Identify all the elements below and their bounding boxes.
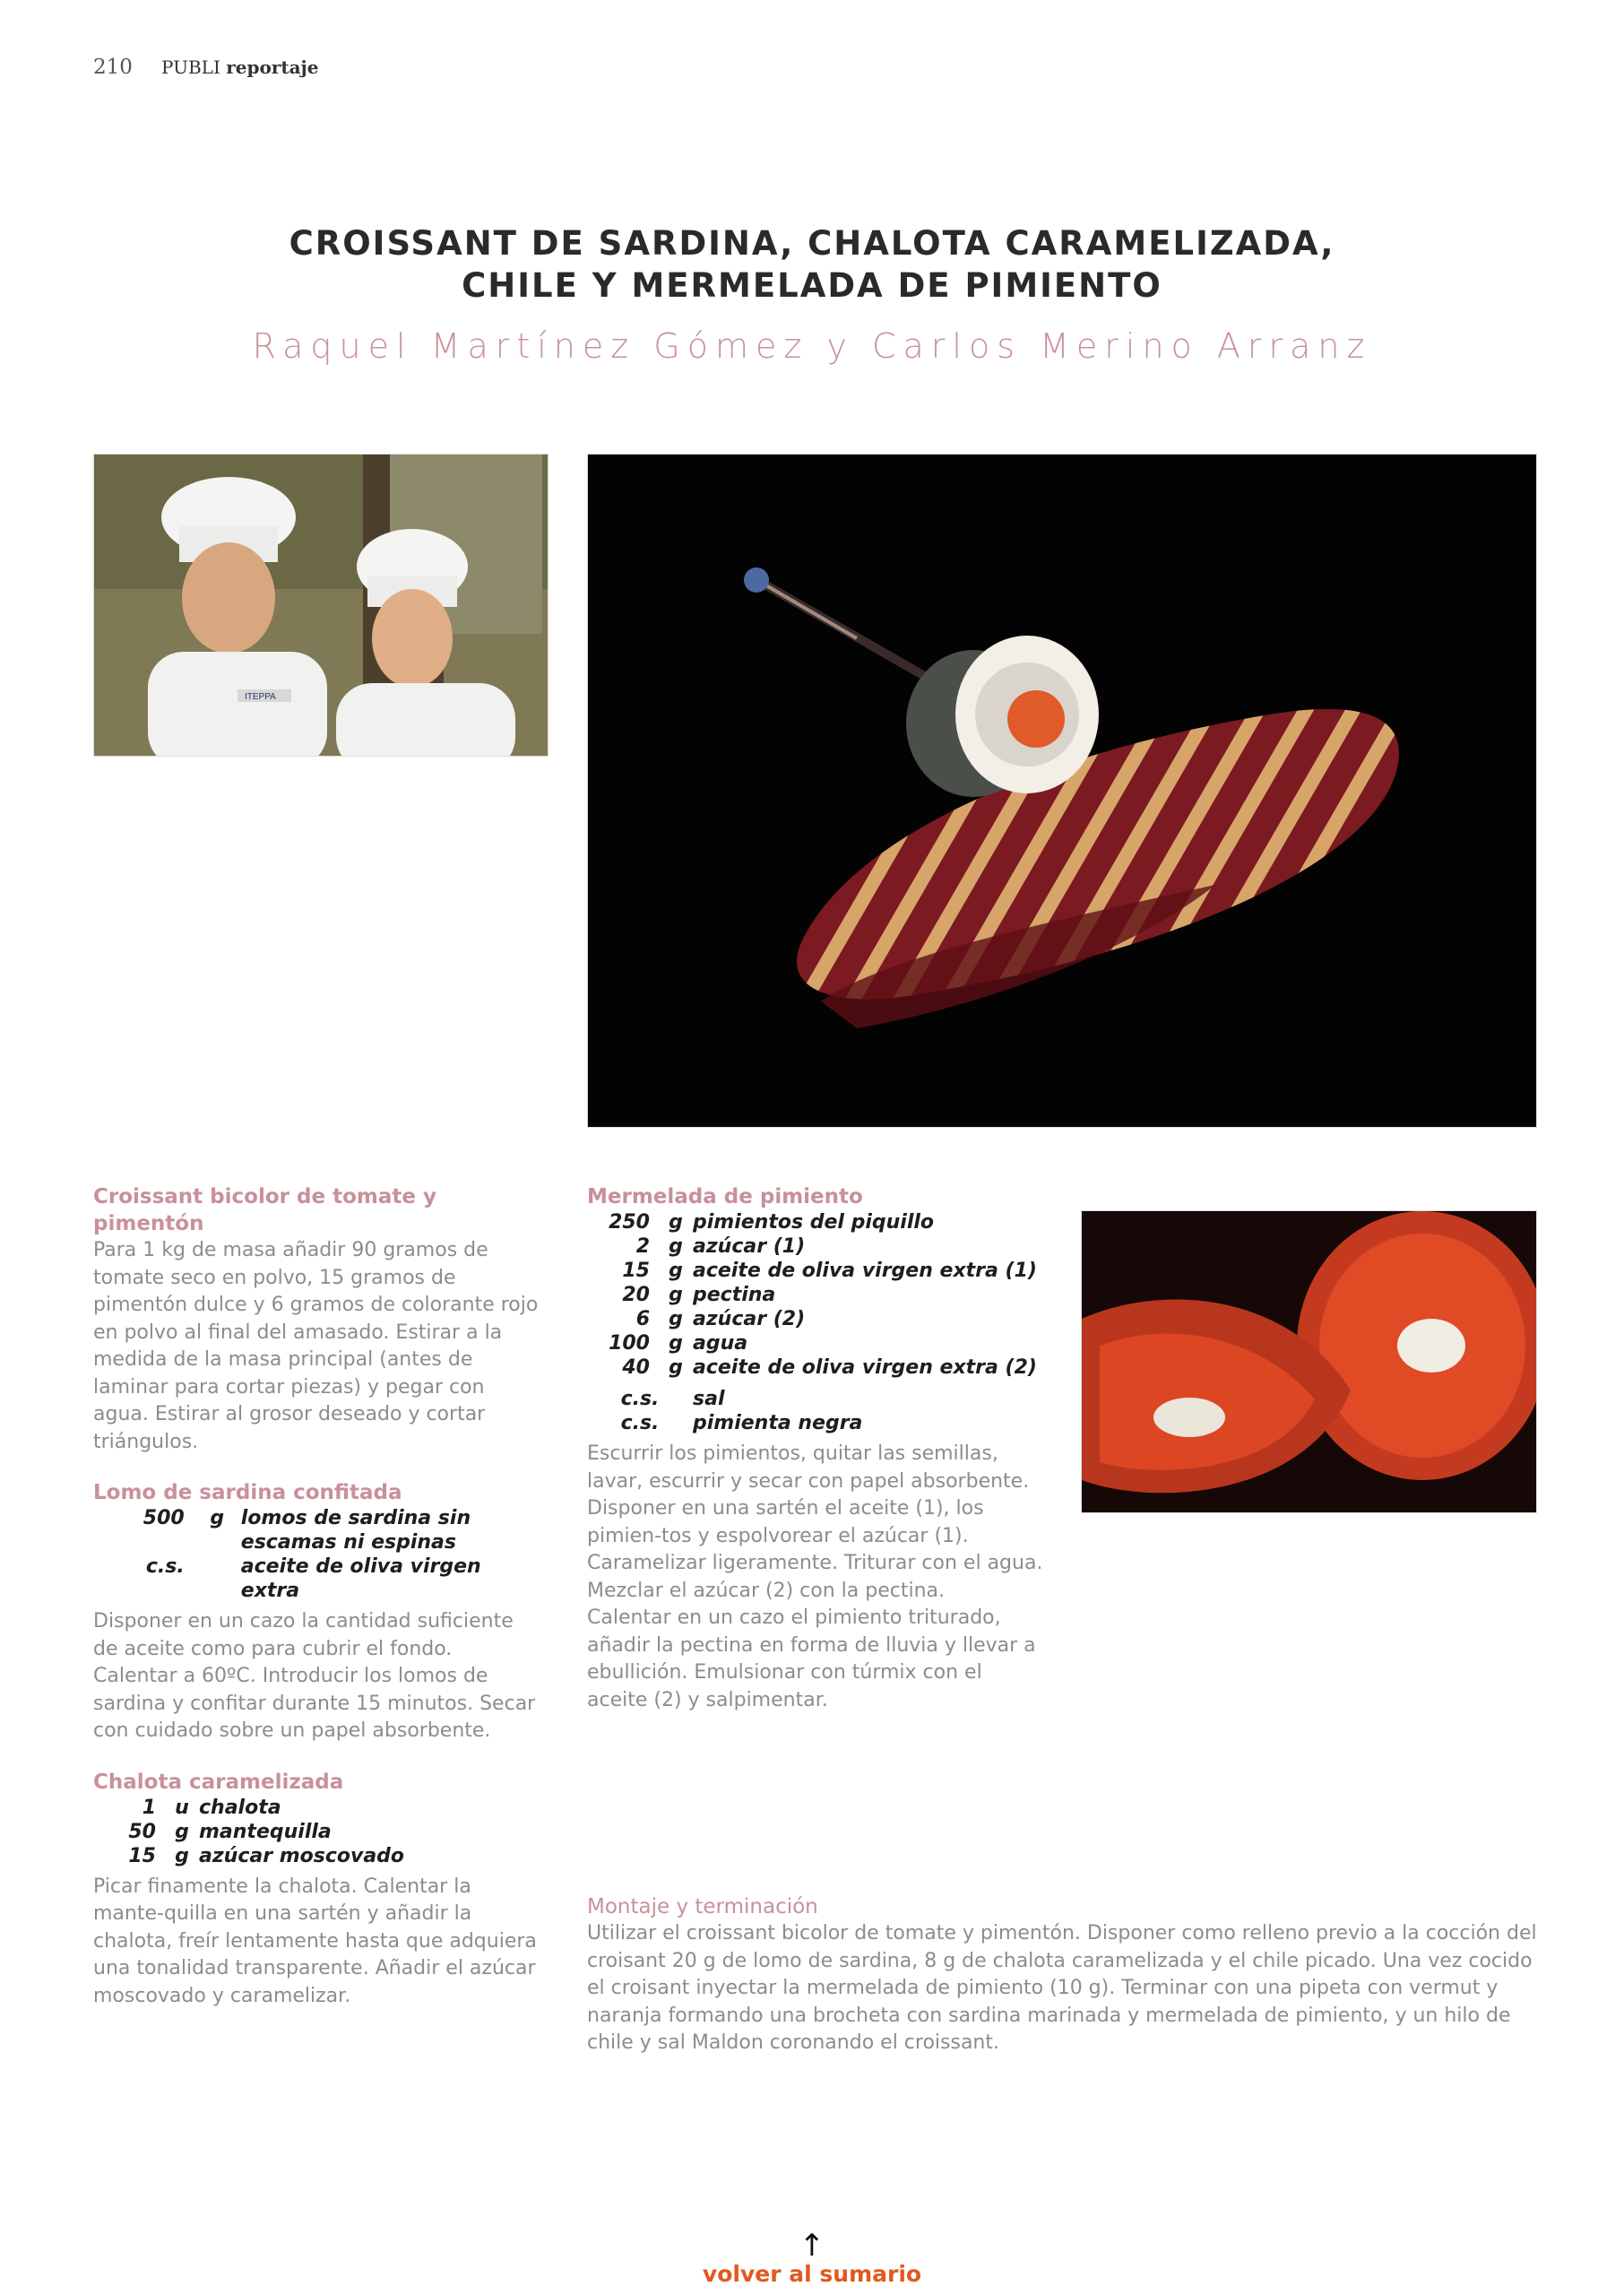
ingredient-unit: g bbox=[669, 1260, 683, 1282]
mermelada-text-1: Escurrir los pimientos, quitar las semillas, lavar, escurrir y secar con papel absorbente. Disponer en una sartén el aceite (1), los pimien-tos y espolvorear el azúcar (1). Caramelizar ligeramente. Triturar con el agua. Mezclar el azúcar (2) con la pectina. bbox=[587, 1442, 1043, 1602]
ingredient-row bbox=[587, 1307, 1046, 1331]
ingredient-name: azúcar (2) bbox=[693, 1308, 806, 1330]
ingredient-name: azúcar (1) bbox=[693, 1235, 806, 1258]
ingredient-qty: 2 bbox=[635, 1235, 650, 1258]
montaje-section bbox=[587, 1893, 1537, 2057]
left-column bbox=[93, 1183, 541, 2010]
chefs-illustration bbox=[94, 455, 548, 756]
ingredient-row bbox=[587, 1259, 1046, 1283]
croissant-heading: Croissant bicolor de tomate y pimentón bbox=[93, 1185, 436, 1235]
ingredient-qty: 500 bbox=[143, 1507, 185, 1529]
lomo-text: Disponer en un cazo la cantidad suficiente de aceite como para cubrir el fondo. Calentar a 60ºC. Introducir los lomos de sardina y confitar durante 15 minutos. Secar con cuidado sobre un papel absorbente. bbox=[93, 1610, 536, 1742]
ingredient-unit bbox=[194, 1555, 241, 1603]
ingredient-name: aceite de oliva virgen extra (1) bbox=[693, 1260, 1037, 1282]
ingredient-unit: g bbox=[669, 1308, 683, 1330]
ingredient-qty: c.s. bbox=[620, 1412, 660, 1434]
ingredient-name: pimienta negra bbox=[693, 1412, 863, 1434]
middle-column bbox=[587, 1183, 1046, 1714]
ingredient-name: chalota bbox=[199, 1796, 281, 1819]
mermelada-heading: Mermelada de pimiento bbox=[587, 1185, 863, 1208]
chef-logo-text: ITEPPA bbox=[245, 692, 276, 702]
ingredient-row bbox=[587, 1411, 1046, 1435]
chalota-heading: Chalota caramelizada bbox=[93, 1770, 344, 1794]
back-to-summary-label[interactable]: volver al sumario bbox=[702, 2261, 922, 2287]
ingredient-qty: c.s. bbox=[145, 1555, 185, 1578]
authors: Raquel Martínez Gómez y Carlos Merino Arranz bbox=[252, 326, 1372, 366]
ingredient-row bbox=[587, 1331, 1046, 1355]
ingredient-name: pectina bbox=[693, 1284, 776, 1306]
ingredient-unit: g bbox=[669, 1356, 683, 1379]
ingredient-row bbox=[587, 1387, 1046, 1411]
croissant-detail-photo bbox=[1081, 1210, 1537, 1513]
chefs-photo bbox=[93, 454, 549, 757]
ingredient-qty: 20 bbox=[622, 1284, 650, 1306]
ingredient-unit: g bbox=[669, 1284, 683, 1306]
ingredient-qty: 250 bbox=[609, 1211, 650, 1234]
ingredient-unit: g bbox=[175, 1820, 189, 1843]
ingredient-qty: 1 bbox=[142, 1796, 156, 1819]
ingredient-row bbox=[587, 1355, 1046, 1380]
ingredient-unit: u bbox=[175, 1796, 189, 1819]
ingredient-name: azúcar moscovado bbox=[199, 1844, 405, 1867]
ingredient-unit: g bbox=[210, 1507, 225, 1529]
ingredient-name: agua bbox=[693, 1332, 748, 1355]
section-label bbox=[161, 56, 318, 78]
ingredient-row bbox=[93, 1796, 541, 1820]
ingredient-row bbox=[93, 1820, 541, 1844]
mermelada-ingredients bbox=[587, 1210, 1046, 1435]
ingredient-name: pimientos del piquillo bbox=[693, 1211, 935, 1234]
ingredient-name: lomos de sardina sin escamas ni espinas bbox=[240, 1507, 471, 1554]
ingredient-name: mantequilla bbox=[199, 1820, 332, 1843]
ingredient-name: aceite de oliva virgen extra bbox=[240, 1555, 481, 1602]
recipe-title-line-2: CHILE Y MERMELADA DE PIMIENTO bbox=[462, 266, 1162, 305]
ingredient-unit: g bbox=[175, 1844, 189, 1867]
croissant-text: Para 1 kg de masa añadir 90 gramos de tomate seco en polvo, 15 gramos de pimentón dulce y 6 gramos de colorante rojo en polvo al final del amasado. Estirar a la medida de la masa principal (antes de laminar para cortar piezas) y pegar con agua. Estirar al grosor deseado y cortar triángulos. bbox=[93, 1239, 539, 1453]
ingredient-qty: 100 bbox=[609, 1332, 650, 1355]
section-name: reportaje bbox=[226, 56, 319, 78]
ingredient-unit: g bbox=[669, 1235, 683, 1258]
ingredient-row bbox=[93, 1844, 541, 1868]
chalota-ingredients bbox=[93, 1796, 541, 1868]
ingredient-name: aceite de oliva virgen extra (2) bbox=[693, 1356, 1037, 1379]
ingredient-qty: 50 bbox=[128, 1820, 156, 1843]
ingredient-row bbox=[587, 1210, 1046, 1234]
section-prefix: PUBLI bbox=[161, 56, 220, 78]
ingredient-name: sal bbox=[693, 1388, 725, 1410]
ingredient-unit: g bbox=[669, 1332, 683, 1355]
montaje-text: Utilizar el croissant bicolor de tomate y pimentón. Disponer como relleno previo a la cocción del croisant 20 g de lomo de sardina, 8 g de chalota caramelizada y el chile picado. Una vez cocido el croisant inyectar la mermelada de pimiento (10 g). Terminar con una pipeta con vermut y naranja formando una brocheta con sardina marinada y mermelada de pimiento, y un hilo de chile y sal Maldon coronando el croissant. bbox=[587, 1922, 1537, 2054]
back-to-summary-link[interactable] bbox=[0, 2230, 1624, 2287]
lomo-heading: Lomo de sardina confitada bbox=[93, 1481, 402, 1504]
montaje-heading: Montaje y terminación bbox=[587, 1895, 818, 1918]
ingredient-qty: 40 bbox=[622, 1356, 650, 1379]
recipe-title-line-1: CROISSANT DE SARDINA, CHALOTA CARAMELIZADA, bbox=[289, 224, 1335, 263]
croissant-illustration bbox=[588, 455, 1536, 1127]
mermelada-text-2: Calentar en un cazo el pimiento triturado, añadir la pectina en forma de lluvia y llevar a ebullición. Emulsionar con túrmix con el aceite (2) y salpimentar. bbox=[587, 1606, 1036, 1711]
ingredient-row bbox=[93, 1506, 541, 1555]
title-block bbox=[0, 222, 1624, 366]
ingredient-qty: 15 bbox=[622, 1260, 650, 1282]
ingredient-row bbox=[587, 1234, 1046, 1259]
ingredient-row bbox=[587, 1283, 1046, 1307]
page-number: 210 bbox=[93, 56, 133, 79]
croissant-cut-illustration bbox=[1082, 1211, 1536, 1512]
arrow-up-icon[interactable]: ↑ bbox=[799, 2228, 825, 2264]
chalota-text: Picar finamente la chalota. Calentar la mante-quilla en una sartén y añadir la chalota, freír lentamente hasta que adquiera una tonalidad transparente. Añadir el azúcar moscovado y caramelizar. bbox=[93, 1875, 537, 2007]
lomo-ingredients bbox=[93, 1506, 541, 1603]
ingredient-unit: g bbox=[669, 1211, 683, 1234]
ingredient-row bbox=[93, 1555, 541, 1603]
ingredient-qty: 15 bbox=[128, 1844, 156, 1867]
ingredient-qty: 6 bbox=[635, 1308, 650, 1330]
main-dish-photo bbox=[587, 454, 1537, 1128]
ingredient-qty: c.s. bbox=[620, 1388, 660, 1410]
